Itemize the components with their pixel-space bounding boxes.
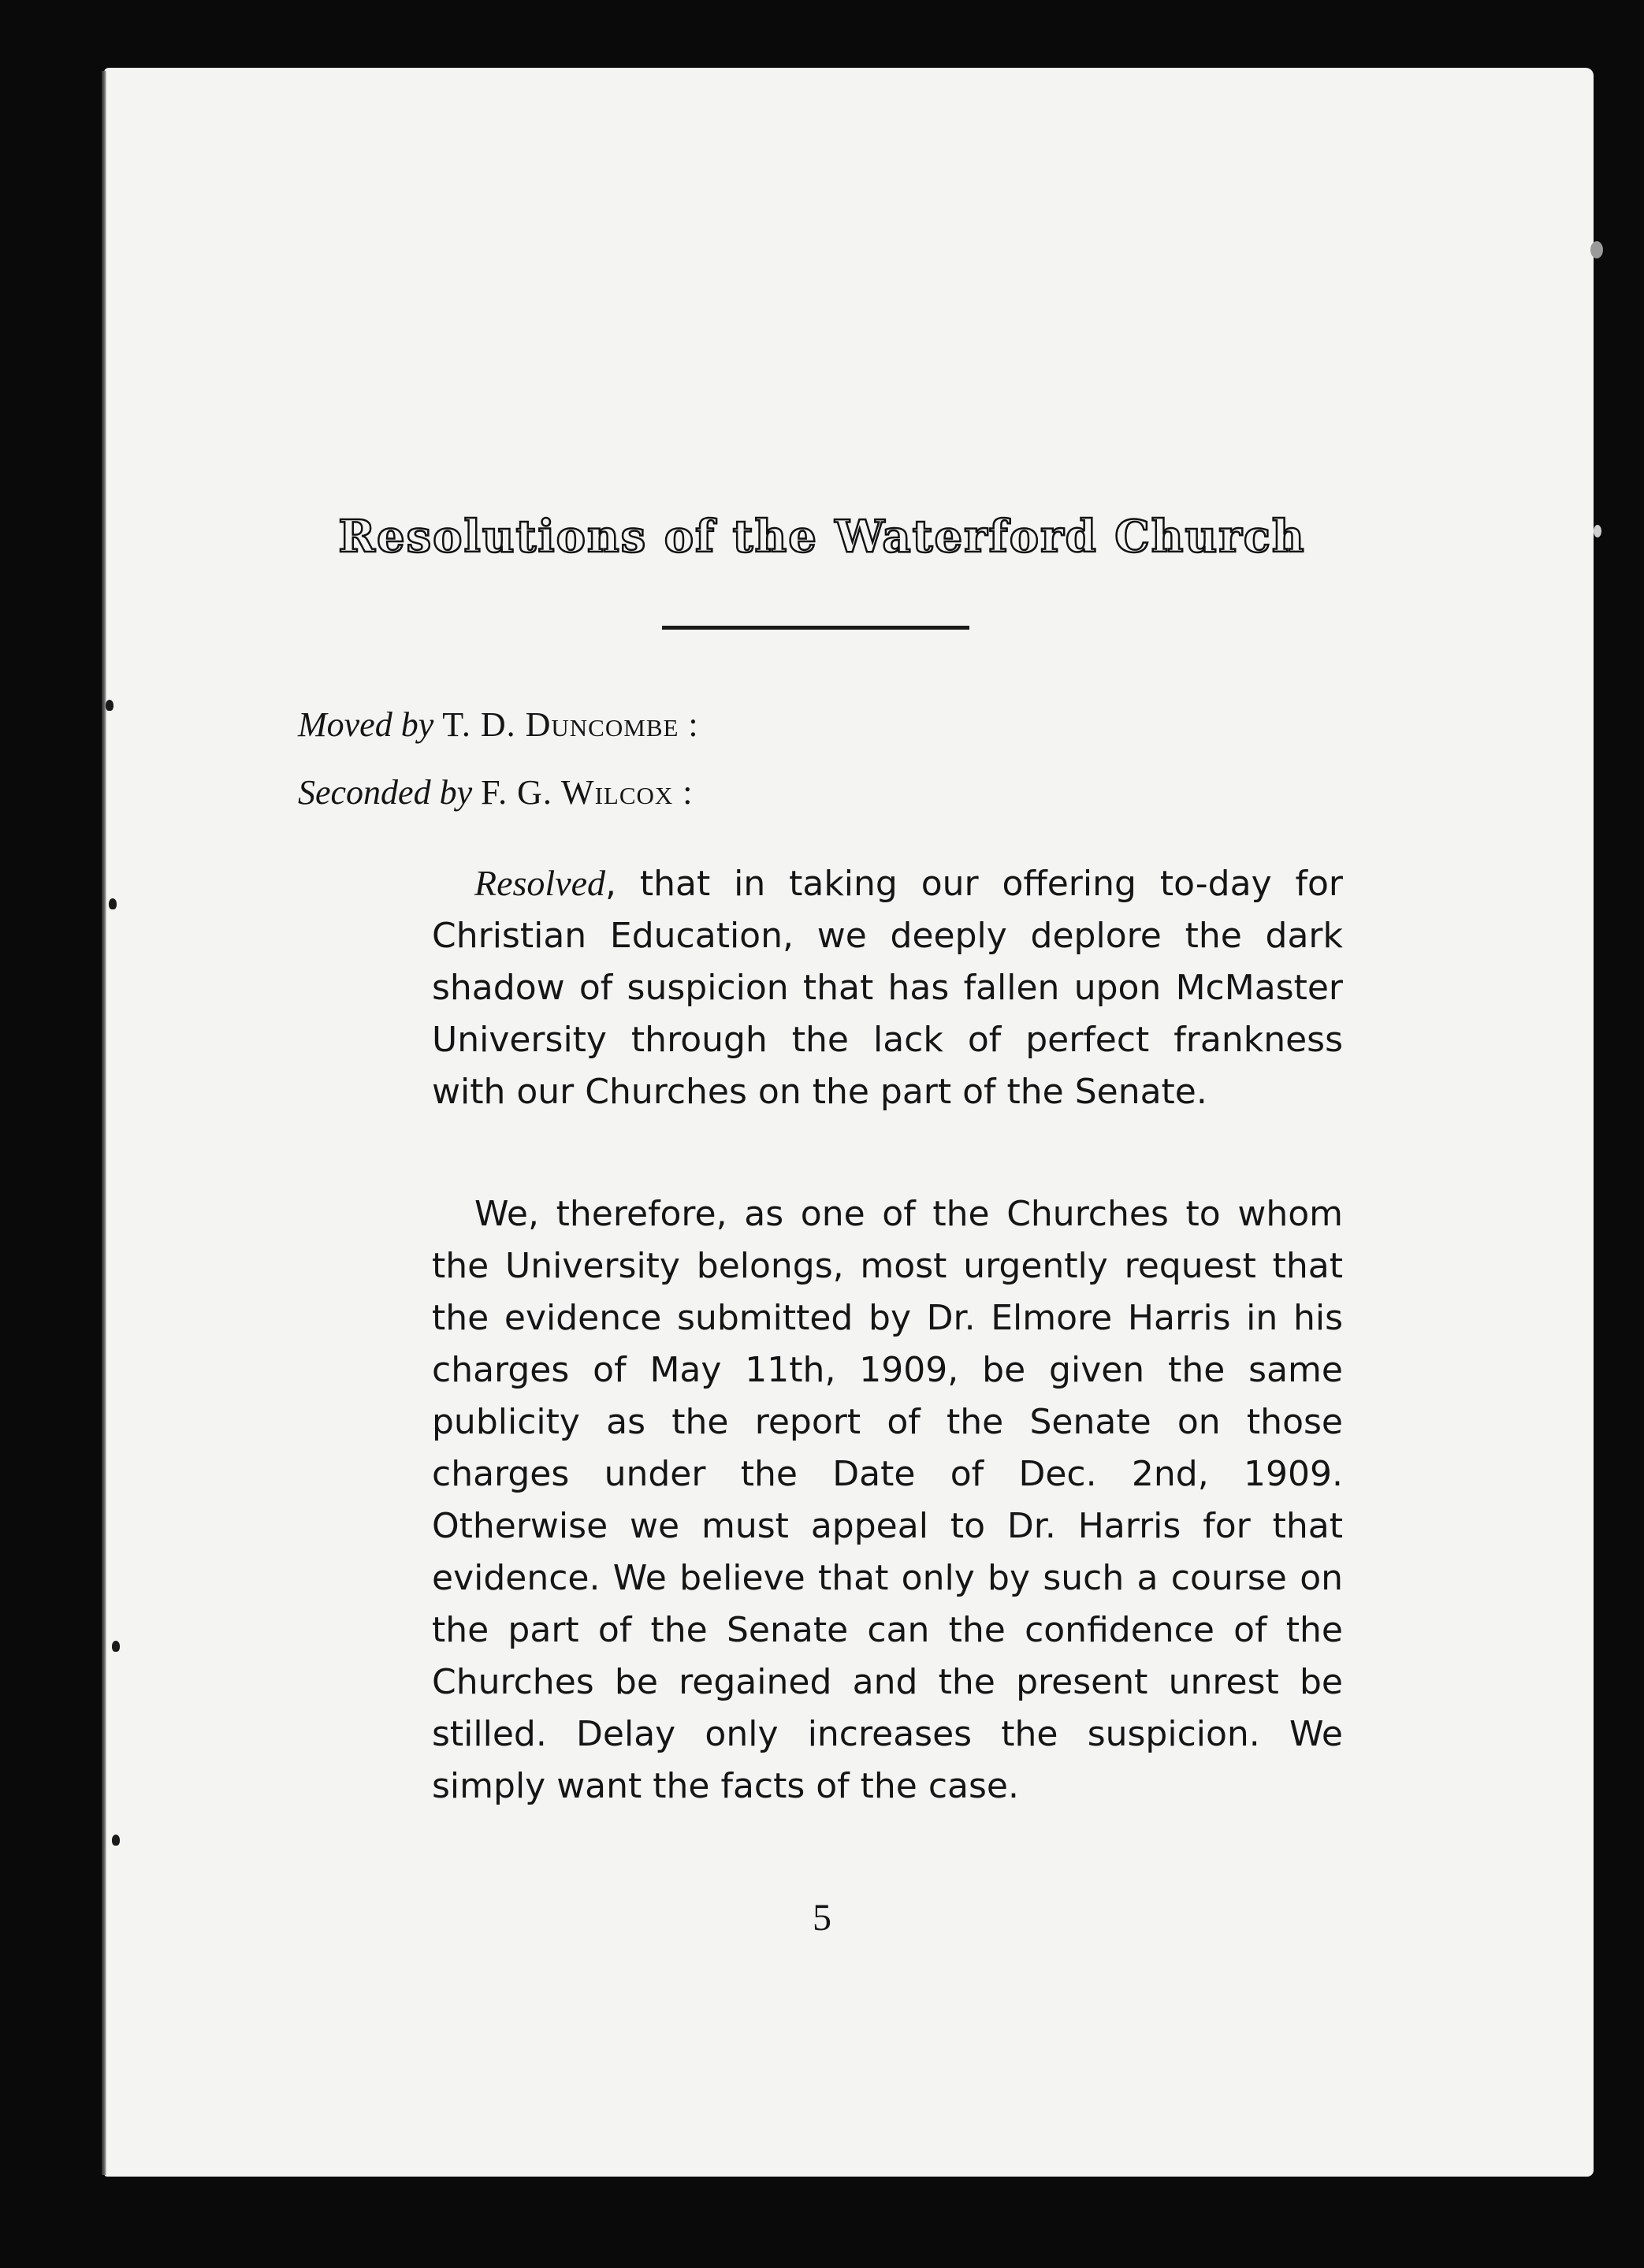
resolved-lead-word: Resolved [474,863,606,903]
seconded-by-name: F. G. Wilcox : [481,773,694,812]
resolution-paragraph-2: We, therefore, as one of the Churches to whom the University belongs, most urgently request that the evidence submitted by Dr. Elmore Harris in his charges of May 11th, 1909, be given the same publicity as the report of the Senate on those charges under the Date of Dec. 2nd, 1909. Otherwise we must appeal to Dr. Harris for that evidence. We believe that only by such a course on the part of the Senate can the confidence of the Churches be regained and the present unrest be stilled. Delay only increases the suspicion. We simply want the facts of the case. [432,1194,1343,1806]
margin-mark [112,1641,120,1652]
margin-mark [109,898,117,909]
resolution-paragraph-1-text: , that in taking our offering to-day for Christian Education, we deeply deplore the dark shadow of suspicion that has fallen upon McMaster University through the lack of perfect frankness with our Churches on the part of the Senate. [432,864,1343,1112]
title-divider [662,626,969,630]
page-number: 5 [813,1897,831,1939]
seconded-by-label: Seconded by [298,773,473,812]
seconded-by-line [298,772,694,812]
margin-mark [106,700,113,711]
scan-speck [1590,241,1603,258]
resolution-paragraph-1 [432,857,1343,1118]
document-page [104,68,1594,2177]
moved-by-name: T. D. Duncombe : [442,705,699,744]
margin-mark [112,1835,120,1846]
page-spine-edge [102,71,106,2175]
moved-by-line [298,705,699,745]
page-title: Resolutions of the Waterford Church [338,511,1306,563]
moved-by-label: Moved by [298,705,434,744]
